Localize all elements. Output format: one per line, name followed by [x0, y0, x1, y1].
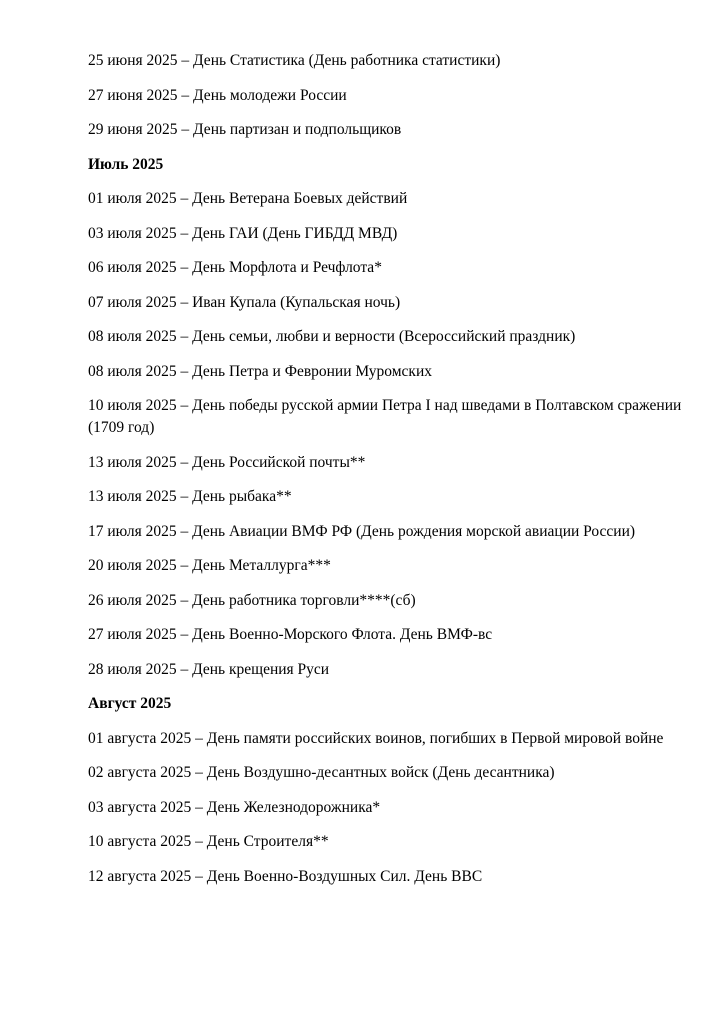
list-item: 03 июля 2025 – День ГАИ (День ГИБДД МВД) [88, 224, 398, 242]
list-item: 27 июля 2025 – День Военно-Морского Флота. День ВМФ-вс [88, 626, 493, 643]
list-item: 20 июля 2025 – День Металлурга*** [88, 557, 331, 574]
list-item: 26 июля 2025 – День работника торговли****(сб) [88, 591, 416, 609]
list-item: 08 июля 2025 – День Петра и Февронии Муромских [88, 362, 433, 380]
list-item: 01 августа 2025 – День памяти российских воинов, погибших в Первой мировой войне [88, 729, 664, 747]
list-item: 25 июня 2025 – День Статистика (День работника статистики) [88, 52, 501, 69]
section-heading-july: Июль 2025 [88, 155, 164, 173]
list-item: 03 августа 2025 – День Железнодорожника* [88, 798, 381, 816]
list-item: 10 июля 2025 – День победы русской армии Петра I над шведами в Полтавском сражении (1709 год) [88, 397, 682, 436]
list-item: 07 июля 2025 – Иван Купала (Купальская ночь) [88, 293, 401, 311]
list-item: 01 июля 2025 – День Ветерана Боевых действий [88, 190, 408, 207]
list-item: 28 июля 2025 – День крещения Руси [88, 660, 330, 678]
list-item: 17 июля 2025 – День Авиации ВМФ РФ (День рождения морской авиации России) [88, 522, 636, 540]
list-item: 29 июня 2025 – День партизан и подпольщиков [88, 121, 402, 138]
list-item: 12 августа 2025 – День Военно-Воздушных Сил. День ВВС [88, 867, 483, 885]
list-item: 02 августа 2025 – День Воздушно-десантных войск (День десантника) [88, 764, 555, 781]
list-item: 13 июля 2025 – День рыбака** [88, 488, 292, 505]
list-item: 06 июля 2025 – День Морфлота и Речфлота* [88, 259, 382, 276]
list-item: 10 августа 2025 – День Строителя** [88, 833, 329, 850]
list-item: 08 июля 2025 – День семьи, любви и верности (Всероссийский праздник) [88, 328, 576, 345]
document-page [88, 50, 688, 900]
list-item: 13 июля 2025 – День Российской почты** [88, 453, 366, 471]
section-heading-august: Август 2025 [88, 695, 172, 712]
list-item: 27 июня 2025 – День молодежи России [88, 86, 347, 104]
